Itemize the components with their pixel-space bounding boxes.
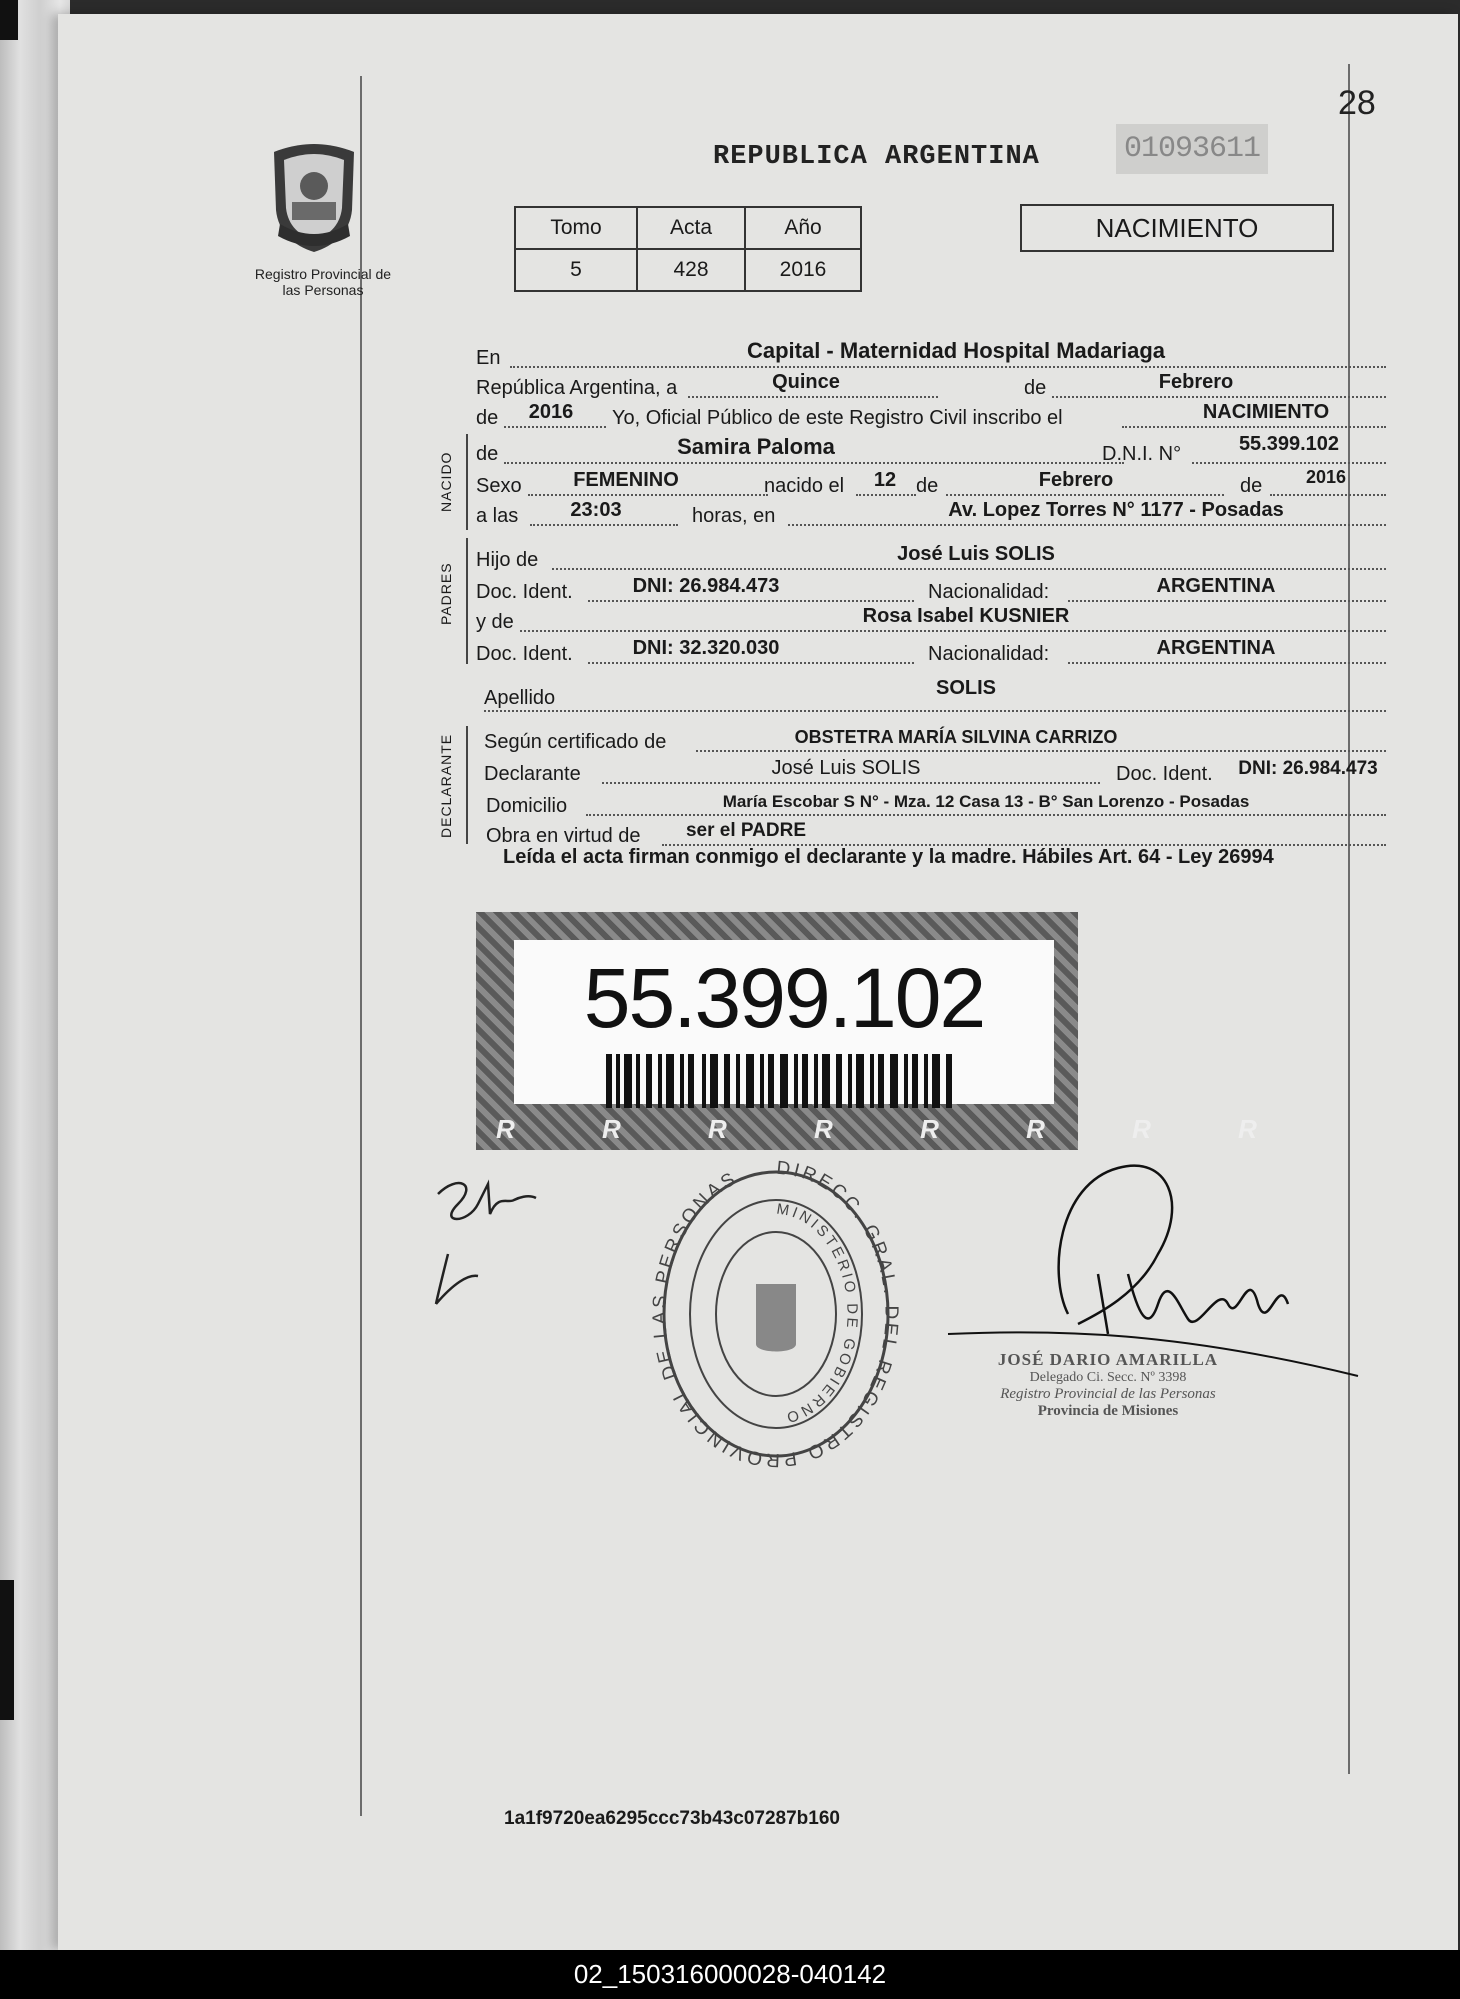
field-label: Doc. Ident. [476,643,573,665]
dotted-line [1068,600,1386,602]
footer-file-id: 02_150316000028-040142 [0,1950,1460,1999]
dotted-line [530,524,678,526]
dotted-line [946,494,1224,496]
section-divider [466,434,468,530]
declarant-name-value: José Luis SOLIS [771,757,921,779]
act-type-value: NACIMIENTO [1202,401,1330,423]
official-office: Registro Provincial de las Personas [1000,1386,1216,1402]
document-hash: 1a1f9720ea6295ccc73b43c07287b160 [504,1808,840,1829]
table-cell: 5 [515,249,637,291]
section-divider [466,538,468,664]
by-virtue-value: ser el PADRE [685,820,807,841]
pattern-letter: R [602,1114,661,1144]
field-label: horas, en [692,505,776,527]
document-sheet [58,14,1458,1950]
field-row-declarant [476,758,1388,788]
field-label: Nacionalidad: [928,581,1050,603]
field-label: D.N.I. N° [1102,443,1182,465]
dotted-line [586,814,1386,816]
dotted-line [1122,426,1386,428]
pattern-letter: R [1238,1114,1297,1144]
table-header: Tomo [515,207,637,249]
field-label: Apellido [484,687,556,709]
field-row-place [476,338,1388,372]
field-label: Doc. Ident. [476,581,573,603]
dotted-line [1052,396,1386,398]
field-label: Sexo [476,475,522,497]
dotted-line [856,494,916,496]
certificate-by-value: OBSTETRA MARÍA SILVINA CARRIZO [794,727,1118,747]
dotted-line [1270,494,1386,496]
field-label: Domicilio [486,795,568,817]
field-row-date [476,372,1388,402]
mother-nationality-value: ARGENTINA [1156,637,1276,659]
field-row-time [476,500,1388,530]
field-row-father-doc [476,576,1388,606]
dotted-line [552,568,1386,570]
dotted-line [588,600,914,602]
declarant-signature [418,1164,558,1314]
birth-month-value: Febrero [1038,469,1114,491]
dotted-line [510,366,1386,368]
dotted-line [788,524,1386,526]
pattern-letter: R [708,1114,767,1144]
dotted-line [504,426,606,428]
declarant-doc-value: DNI: 26.984.473 [1238,758,1378,779]
field-row-mother-doc [476,638,1388,668]
dotted-line [688,396,938,398]
official-province: Provincia de Misiones [1037,1403,1179,1419]
table-cell: 2016 [745,249,861,291]
field-row-certificate [476,726,1388,756]
registry-caption: Registro Provincial de las Personas [254,266,392,298]
field-label: de [476,407,499,429]
field-row-surname [476,677,1388,712]
dotted-line [1192,462,1386,464]
pattern-letter: R [814,1114,873,1144]
field-label: Según certificado de [484,731,667,753]
father-nationality-value: ARGENTINA [1156,575,1276,597]
dotted-line [504,462,1124,464]
day-words-value: Quince [772,371,840,393]
surname-value: SOLIS [935,677,996,699]
field-label: Doc. Ident. [1116,763,1213,785]
pattern-letter: R [1132,1114,1191,1144]
pattern-letter: R [1026,1114,1085,1144]
binder-shadow [0,0,18,40]
field-label: a las [476,505,519,527]
provincia-misiones-crest-icon [266,140,362,256]
left-margin-rule [360,76,362,1816]
field-label: Hijo de [476,549,539,571]
field-label: Obra en virtud de [486,825,641,847]
birth-year-value: 2016 [1305,467,1347,487]
father-name-value: José Luis SOLIS [897,543,1055,565]
field-row-sex [476,467,1388,500]
father-doc-value: DNI: 26.984.473 [632,575,780,597]
dotted-line [696,750,1386,752]
field-row-mother [476,606,1388,636]
section-label-nacido: NACIDO [438,451,454,513]
field-row-act [476,402,1388,432]
field-label: de [1024,377,1047,399]
record-type-box: NACIMIENTO [1020,204,1334,252]
page-number: 28 [1338,84,1376,122]
barcode-icon [606,1054,962,1108]
year-value: 2016 [528,401,574,423]
section-label-padres: PADRES [438,562,454,626]
field-row-father [476,544,1388,574]
dotted-line [484,710,1386,712]
table-header: Año [745,207,861,249]
pattern-letter: R [496,1114,555,1144]
dotted-line [528,494,768,496]
binder-shadow [0,1580,14,1720]
place-value: Capital - Maternidad Hospital Madariaga [746,338,1166,363]
birth-place-value: Av. Lopez Torres N° 1177 - Posadas [948,499,1284,521]
pattern-letter: R [920,1114,979,1144]
serial-number: 01093611 [1116,124,1268,174]
dotted-line [602,782,1100,784]
field-label: nacido el [764,475,845,497]
table-cell: 428 [637,249,745,291]
registry-seal-stamp [646,1154,906,1474]
birth-day-value: 12 [873,469,897,491]
field-label: Nacionalidad: [928,643,1050,665]
dni-number-plate [476,912,1297,1150]
right-margin-rule [1348,64,1350,1774]
mother-name-value: Rosa Isabel KUSNIER [862,605,1070,627]
field-label: de [476,443,499,465]
official-stamp-block [978,1350,1238,1420]
dotted-line [1068,662,1386,664]
field-label: de [1240,475,1263,497]
child-dni-value: 55.399.102 [1238,433,1340,455]
sex-value: FEMENINO [573,469,679,491]
field-label: y de [476,611,514,633]
dotted-line [520,630,1386,632]
month-value: Febrero [1158,371,1234,393]
official-name: JOSÉ DARIO AMARILLA [997,1350,1219,1369]
section-divider [466,726,468,844]
birth-time-value: 23:03 [570,499,622,521]
field-label: de [916,475,939,497]
stamp-inner-text: MINISTERIO DE GOBIERNO [775,1200,861,1427]
field-row-address [476,790,1388,820]
plate-pattern [476,1114,1297,1150]
dotted-line [588,662,914,664]
reading-note: Leída el acta firman conmigo el declarante y la madre. Hábiles Art. 64 - Ley 26994 [503,846,1274,868]
field-label: República Argentina, a [476,377,678,399]
official-signature [978,1154,1378,1374]
mother-doc-value: DNI: 32.320.030 [632,637,780,659]
field-label: Yo, Oficial Público de este Registro Civil inscribo el [612,407,1063,429]
table-header: Acta [637,207,745,249]
field-label: En [476,347,501,369]
dni-big-number: 55.399.102 [583,951,985,1045]
official-role: Delegado Ci. Secc. Nº 3398 [1029,1370,1187,1385]
section-label-declarante: DECLARANTE [438,733,454,838]
tomo-acta-anio-table [514,206,862,292]
field-label: Declarante [484,763,581,785]
child-name-value: Samira Paloma [677,434,835,459]
stamp-outer-text: DIRECC. GRAL. DEL REGISTRO PROVINCIAL DE LAS PERSONAS [649,1157,902,1471]
dni-plate-label [514,940,1054,1104]
address-value: María Escobar S N° - Mza. 12 Casa 13 - B° San Lorenzo - Posadas [722,792,1250,811]
document-title: REPUBLICA ARGENTINA [713,142,1040,172]
field-row-child-name [476,433,1388,468]
